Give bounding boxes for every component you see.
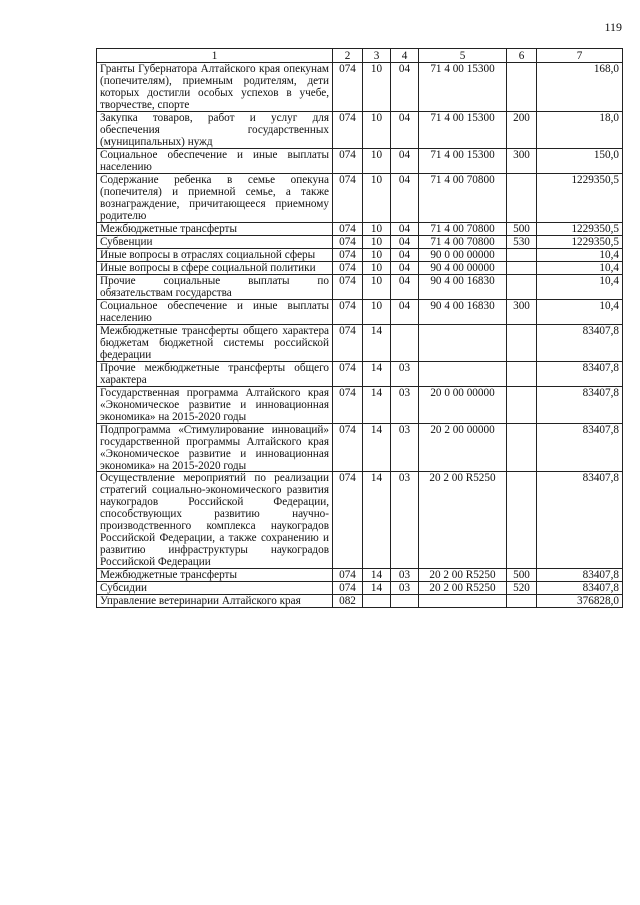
- row-name-cell: Подпрограмма «Стимулирование инноваций» государственной программы Алтайского края «Экономическое развитие и инновационная экономика» на 2015-2020 годы: [97, 423, 333, 472]
- table-row: [97, 386, 623, 423]
- row-name-cell: Закупка товаров, работ и услуг для обеспечения государственных (муниципальных) нужд: [97, 111, 333, 148]
- admin-code-cell: 074: [333, 274, 363, 299]
- table-row: [97, 324, 623, 361]
- header-col-6: 6: [507, 49, 537, 63]
- subsection-cell: [391, 595, 419, 608]
- expense-type-cell: 300: [507, 299, 537, 324]
- row-name-cell: Межбюджетные трансферты общего характера бюджетам бюджетной системы российской федерации: [97, 324, 333, 361]
- target-article-cell: 71 4 00 15300: [419, 148, 507, 173]
- table-row: [97, 569, 623, 582]
- target-article-cell: 90 4 00 16830: [419, 274, 507, 299]
- amount-cell: 168,0: [537, 63, 623, 112]
- subsection-cell: 04: [391, 261, 419, 274]
- header-col-1: 1: [97, 49, 333, 63]
- subsection-cell: 04: [391, 63, 419, 112]
- page-number: 119: [604, 20, 622, 34]
- admin-code-cell: 074: [333, 299, 363, 324]
- amount-cell: 1229350,5: [537, 235, 623, 248]
- target-article-cell: 20 2 00 R5250: [419, 472, 507, 569]
- admin-code-cell: 074: [333, 423, 363, 472]
- table-row: [97, 595, 623, 608]
- admin-code-cell: 074: [333, 111, 363, 148]
- amount-cell: 83407,8: [537, 423, 623, 472]
- table-row: [97, 261, 623, 274]
- amount-cell: 1229350,5: [537, 173, 623, 222]
- target-article-cell: 90 4 00 16830: [419, 299, 507, 324]
- section-cell: 14: [363, 472, 391, 569]
- target-article-cell: [419, 324, 507, 361]
- expense-type-cell: [507, 324, 537, 361]
- row-name-cell: Осуществление мероприятий по реализации стратегий социально-экономического развития наукоградов Российской Федерации, способствующих развитию научно-производственного комплекса наукоградов Российской Федерации, а также сохранению и развитию инфраструктуры наукоградов Российской Федерации: [97, 472, 333, 569]
- expense-type-cell: [507, 248, 537, 261]
- admin-code-cell: 074: [333, 324, 363, 361]
- target-article-cell: [419, 361, 507, 386]
- amount-cell: 10,4: [537, 248, 623, 261]
- table-row: [97, 111, 623, 148]
- table-header-row: [97, 49, 623, 63]
- amount-cell: 83407,8: [537, 386, 623, 423]
- amount-cell: 83407,8: [537, 361, 623, 386]
- amount-cell: 376828,0: [537, 595, 623, 608]
- row-name-cell: Содержание ребенка в семье опекуна (попечителя) и приемной семье, а также вознаграждение, причитающееся приемному родителю: [97, 173, 333, 222]
- table-row: [97, 148, 623, 173]
- header-col-5: 5: [419, 49, 507, 63]
- amount-cell: 10,4: [537, 261, 623, 274]
- section-cell: [363, 595, 391, 608]
- admin-code-cell: 074: [333, 63, 363, 112]
- admin-code-cell: 074: [333, 472, 363, 569]
- expense-type-cell: 200: [507, 111, 537, 148]
- section-cell: 10: [363, 148, 391, 173]
- expense-type-cell: [507, 173, 537, 222]
- amount-cell: 10,4: [537, 274, 623, 299]
- row-name-cell: Управление ветеринарии Алтайского края: [97, 595, 333, 608]
- section-cell: 10: [363, 63, 391, 112]
- row-name-cell: Межбюджетные трансферты: [97, 569, 333, 582]
- section-cell: 10: [363, 299, 391, 324]
- subsection-cell: 04: [391, 222, 419, 235]
- amount-cell: 150,0: [537, 148, 623, 173]
- target-article-cell: 20 2 00 R5250: [419, 582, 507, 595]
- subsection-cell: 03: [391, 386, 419, 423]
- subsection-cell: 04: [391, 148, 419, 173]
- table-row: [97, 582, 623, 595]
- target-article-cell: [419, 595, 507, 608]
- target-article-cell: 90 0 00 00000: [419, 248, 507, 261]
- amount-cell: 10,4: [537, 299, 623, 324]
- header-col-7: 7: [537, 49, 623, 63]
- target-article-cell: 20 2 00 R5250: [419, 569, 507, 582]
- table-row: [97, 222, 623, 235]
- header-col-3: 3: [363, 49, 391, 63]
- table-row: [97, 423, 623, 472]
- admin-code-cell: 074: [333, 569, 363, 582]
- amount-cell: 83407,8: [537, 569, 623, 582]
- target-article-cell: 71 4 00 70800: [419, 222, 507, 235]
- table-body: [97, 63, 623, 608]
- section-cell: 10: [363, 274, 391, 299]
- amount-cell: 83407,8: [537, 582, 623, 595]
- header-col-2: 2: [333, 49, 363, 63]
- expense-type-cell: 300: [507, 148, 537, 173]
- admin-code-cell: 074: [333, 173, 363, 222]
- row-name-cell: Иные вопросы в сфере социальной политики: [97, 261, 333, 274]
- subsection-cell: 04: [391, 299, 419, 324]
- section-cell: 10: [363, 111, 391, 148]
- admin-code-cell: 074: [333, 148, 363, 173]
- subsection-cell: 04: [391, 173, 419, 222]
- admin-code-cell: 082: [333, 595, 363, 608]
- row-name-cell: Межбюджетные трансферты: [97, 222, 333, 235]
- amount-cell: 18,0: [537, 111, 623, 148]
- expense-type-cell: [507, 595, 537, 608]
- row-name-cell: Государственная программа Алтайского края «Экономическое развитие и инновационная экономика» на 2015-2020 годы: [97, 386, 333, 423]
- row-name-cell: Социальное обеспечение и иные выплаты населению: [97, 148, 333, 173]
- expense-type-cell: [507, 423, 537, 472]
- subsection-cell: 03: [391, 472, 419, 569]
- section-cell: 10: [363, 235, 391, 248]
- table-row: [97, 173, 623, 222]
- table-row: [97, 299, 623, 324]
- row-name-cell: Прочие межбюджетные трансферты общего характера: [97, 361, 333, 386]
- section-cell: 10: [363, 248, 391, 261]
- section-cell: 14: [363, 569, 391, 582]
- admin-code-cell: 074: [333, 248, 363, 261]
- expense-type-cell: [507, 472, 537, 569]
- row-name-cell: Социальное обеспечение и иные выплаты населению: [97, 299, 333, 324]
- table-row: [97, 361, 623, 386]
- admin-code-cell: 074: [333, 222, 363, 235]
- table-row: [97, 235, 623, 248]
- expense-type-cell: [507, 386, 537, 423]
- table-row: [97, 472, 623, 569]
- expense-type-cell: [507, 261, 537, 274]
- section-cell: 14: [363, 386, 391, 423]
- target-article-cell: 90 4 00 00000: [419, 261, 507, 274]
- target-article-cell: 71 4 00 15300: [419, 111, 507, 148]
- section-cell: 10: [363, 222, 391, 235]
- target-article-cell: 71 4 00 15300: [419, 63, 507, 112]
- table-row: [97, 274, 623, 299]
- admin-code-cell: 074: [333, 261, 363, 274]
- target-article-cell: 71 4 00 70800: [419, 235, 507, 248]
- expense-type-cell: [507, 274, 537, 299]
- admin-code-cell: 074: [333, 235, 363, 248]
- amount-cell: 1229350,5: [537, 222, 623, 235]
- budget-table: [96, 48, 623, 608]
- row-name-cell: Субвенции: [97, 235, 333, 248]
- header-col-4: 4: [391, 49, 419, 63]
- section-cell: 14: [363, 361, 391, 386]
- subsection-cell: 04: [391, 111, 419, 148]
- subsection-cell: 03: [391, 361, 419, 386]
- row-name-cell: Иные вопросы в отраслях социальной сферы: [97, 248, 333, 261]
- section-cell: 14: [363, 423, 391, 472]
- admin-code-cell: 074: [333, 386, 363, 423]
- expense-type-cell: [507, 361, 537, 386]
- target-article-cell: 20 0 00 00000: [419, 386, 507, 423]
- section-cell: 10: [363, 173, 391, 222]
- subsection-cell: 03: [391, 569, 419, 582]
- expense-type-cell: 520: [507, 582, 537, 595]
- section-cell: 14: [363, 324, 391, 361]
- expense-type-cell: 500: [507, 222, 537, 235]
- subsection-cell: 04: [391, 274, 419, 299]
- subsection-cell: 04: [391, 248, 419, 261]
- row-name-cell: Прочие социальные выплаты по обязательствам государства: [97, 274, 333, 299]
- row-name-cell: Гранты Губернатора Алтайского края опекунам (попечителям), приемным родителям, дети которых достигли особых успехов в учебе, творчестве, спорте: [97, 63, 333, 112]
- subsection-cell: 04: [391, 235, 419, 248]
- section-cell: 10: [363, 261, 391, 274]
- expense-type-cell: 530: [507, 235, 537, 248]
- amount-cell: 83407,8: [537, 324, 623, 361]
- subsection-cell: [391, 324, 419, 361]
- table-row: [97, 63, 623, 112]
- expense-type-cell: 500: [507, 569, 537, 582]
- admin-code-cell: 074: [333, 361, 363, 386]
- target-article-cell: 20 2 00 00000: [419, 423, 507, 472]
- row-name-cell: Субсидии: [97, 582, 333, 595]
- admin-code-cell: 074: [333, 582, 363, 595]
- section-cell: 14: [363, 582, 391, 595]
- amount-cell: 83407,8: [537, 472, 623, 569]
- subsection-cell: 03: [391, 582, 419, 595]
- subsection-cell: 03: [391, 423, 419, 472]
- expense-type-cell: [507, 63, 537, 112]
- table-row: [97, 248, 623, 261]
- target-article-cell: 71 4 00 70800: [419, 173, 507, 222]
